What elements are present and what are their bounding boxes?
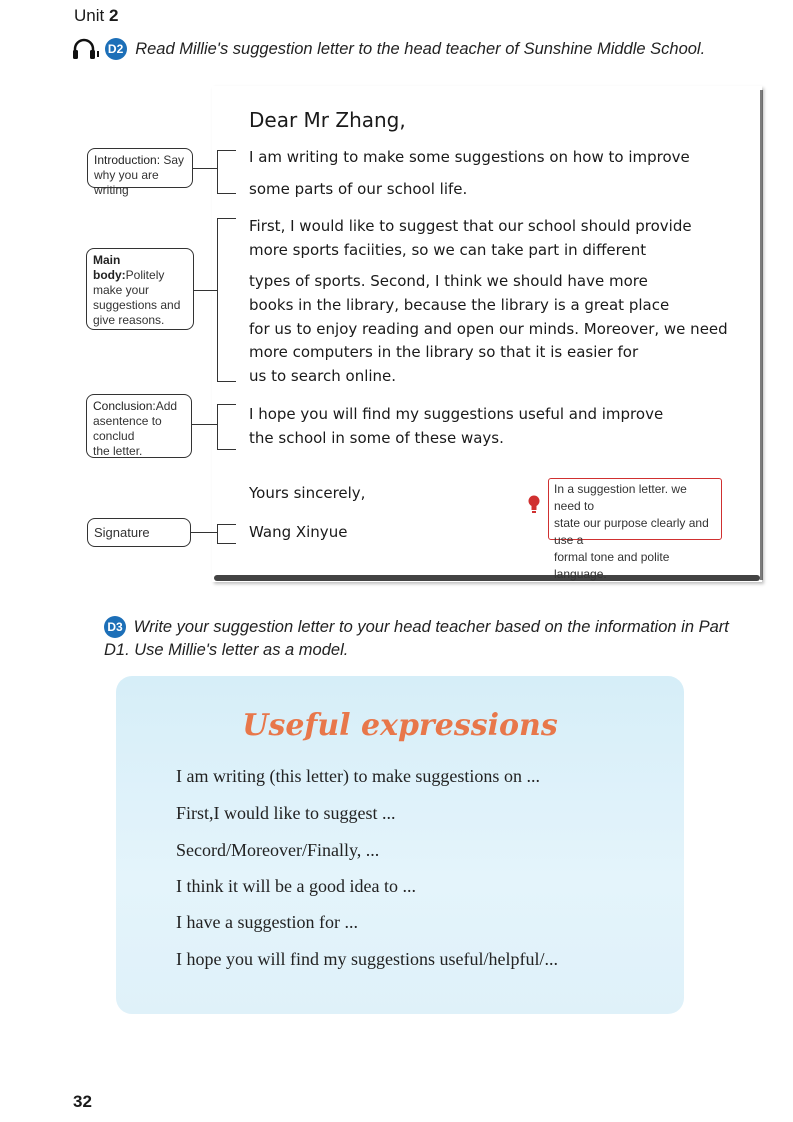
- task-d2-instruction: Read Millie's suggestion letter to the head teacher of Sunshine Middle School.: [135, 39, 706, 58]
- unit-number: 2: [108, 6, 119, 25]
- task-d2: [72, 38, 705, 60]
- label-conclusion-text: Add: [155, 399, 178, 413]
- label-conclusion: [86, 394, 192, 458]
- letter-body-line: First, I would like to suggest that our school should provide: [249, 217, 692, 235]
- label-main-body-title: Main body:: [93, 253, 126, 282]
- letter-intro-line: I am writing to make some suggestions on how to improve: [249, 148, 690, 166]
- label-signature: Signature: [87, 518, 191, 547]
- task-d3-line: D1. Use Millie's letter as a model.: [104, 641, 349, 659]
- connector-line: [194, 290, 217, 291]
- task-d3-badge: D3: [104, 616, 126, 638]
- useful-expressions-title: Useful expressions: [242, 708, 558, 743]
- letter-body-line: us to search online.: [249, 367, 397, 385]
- label-introduction: [87, 148, 193, 197]
- letter-conclusion-line: I hope you will find my suggestions useful and improve: [249, 405, 664, 423]
- expression-item: I think it will be a good idea to ...: [176, 876, 416, 896]
- expression-item: Secord/Moreover/Finally, ...: [176, 840, 380, 860]
- unit-header: [74, 6, 118, 26]
- tip-line: formal tone and polite language.: [554, 550, 670, 581]
- connector-line: [192, 424, 217, 425]
- label-main-body: [86, 248, 194, 330]
- letter-salutation: Dear Mr Zhang,: [249, 108, 406, 132]
- label-main-body-text: give reasons.: [93, 313, 165, 327]
- unit-word: Unit: [74, 6, 105, 25]
- bracket-main-body: [217, 218, 236, 382]
- tip-box: [548, 478, 722, 581]
- task-d3: [104, 616, 729, 638]
- connector-line: [191, 532, 217, 533]
- label-main-body-text: Politely: [125, 268, 165, 282]
- paper-edge: [760, 90, 763, 580]
- task-d2-badge: D2: [105, 38, 127, 60]
- letter-intro-line: some parts of our school life.: [249, 180, 468, 198]
- label-introduction-title: Introduction:: [94, 153, 161, 167]
- letter-conclusion-line: the school in some of these ways.: [249, 429, 504, 447]
- label-conclusion-text: the letter.: [93, 444, 143, 458]
- letter-signature: Wang Xinyue: [249, 523, 348, 541]
- label-introduction-text: Say: [160, 153, 185, 167]
- label-main-body-text: make your: [93, 283, 150, 297]
- label-introduction-text: why you are writing: [94, 168, 159, 197]
- label-conclusion-text: asentence to conclud: [93, 414, 162, 443]
- bracket-conclusion: [217, 404, 236, 450]
- task-d3-line: Write your suggestion letter to your head teacher based on the information in Part: [133, 617, 729, 636]
- page-number: 32: [73, 1092, 92, 1111]
- headphones-icon: [72, 38, 100, 60]
- letter-body-line: types of sports. Second, I think we should have more: [249, 272, 648, 290]
- letter-body-line: more sports faciities, so we can take part in different: [249, 241, 647, 259]
- expression-item: I hope you will find my suggestions useful/helpful/...: [176, 949, 558, 969]
- label-main-body-text: suggestions and: [93, 298, 181, 312]
- letter-body-line: for us to enjoy reading and open our minds. Moreover, we need: [249, 320, 728, 338]
- bracket-signature: [217, 524, 236, 544]
- letter-body-line: books in the library, because the library is a great place: [249, 296, 670, 314]
- bracket-introduction: [217, 150, 236, 194]
- expression-item: I have a suggestion for ...: [176, 912, 358, 932]
- letter-body-line: more computers in the library so that it is easier for: [249, 343, 639, 361]
- letter-closing: Yours sincerely,: [249, 484, 366, 502]
- lightbulb-icon: [527, 494, 541, 514]
- expression-item: First,I would like to suggest ...: [176, 803, 396, 823]
- tip-line: state our purpose clearly and use a: [554, 516, 709, 547]
- tip-line: In a suggestion letter. we need to: [554, 482, 687, 513]
- label-conclusion-title: Conclusion:: [93, 399, 156, 413]
- expression-item: I am writing (this letter) to make suggestions on ...: [176, 766, 540, 786]
- connector-line: [193, 168, 217, 169]
